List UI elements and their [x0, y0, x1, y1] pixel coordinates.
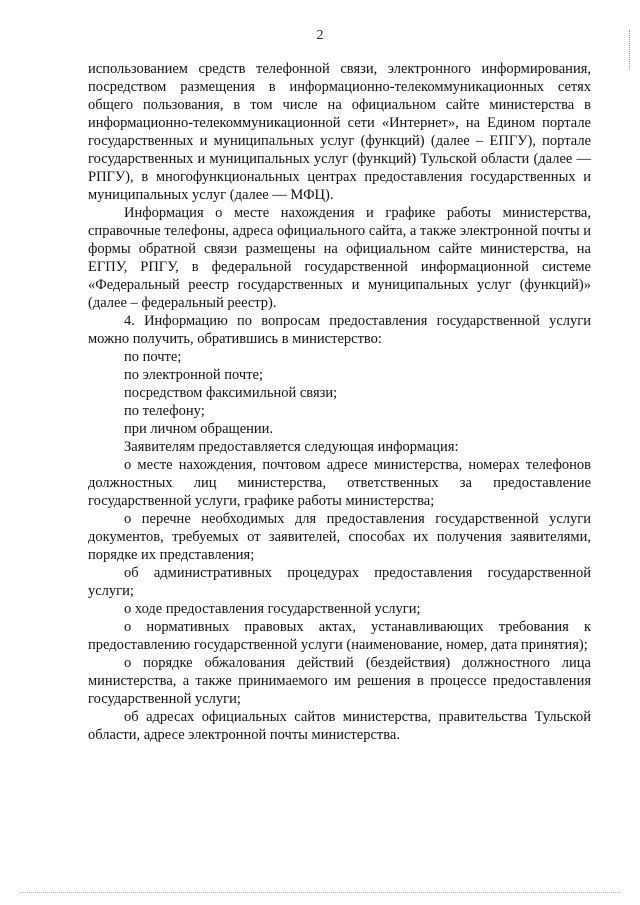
paragraph-continuation: использованием средств телефонной связи, электронного информирования, посредством размещения в информационно-телекоммуникационных сетях общего пользования, в том числе на официальном сайте министерства в информационно-телекоммуникационной сети «Интернет», на Едином портале государственных и муниципальных услуг (функций) (далее – ЕПГУ), портале государственных и муниципальных услуг (функций) Тульской области (далее — РПГУ), в многофункциональных центрах предоставления государственных и муниципальных услуг (далее — МФЦ).	[88, 61, 591, 203]
info-item-procedures: об административных процедурах предоставления государственной услуги;	[88, 565, 591, 599]
list-item-fax: посредством факсимильной связи;	[124, 385, 338, 401]
paragraph-ministry-info: Информация о месте нахождения и графике работы министерства, справочные телефоны, адреса официального сайта, а также электронной почты и формы обратной связи размещены на официальном сайте министерства, на ЕГПУ, РПГУ, в федеральной государственной информационной системе «Федеральный реестр государственных и муниципальных услуг (функций)» (далее – федеральный реестр).	[88, 205, 591, 311]
info-item-websites: об адресах официальных сайтов министерства, правительства Тульской области, адресе электронной почты министерства.	[88, 709, 591, 743]
info-item-regulations: о нормативных правовых актах, устанавливающих требования к предоставлению государственной услуги (наименование, номер, дата принятия);	[88, 619, 591, 653]
list-item-email: по электронной почте;	[124, 367, 264, 383]
info-item-documents: о перечне необходимых для предоставления государственной услуги документов, требуемых от заявителей, способах их получения заявителями, порядке их представления;	[88, 511, 591, 563]
scan-artifact-bottom	[20, 892, 620, 895]
info-item-progress: о ходе предоставления государственной услуги;	[124, 601, 421, 617]
paragraph-applicant-info-heading: Заявителям предоставляется следующая информация:	[124, 439, 459, 455]
list-item-in-person: при личном обращении.	[124, 421, 274, 437]
scan-artifact	[625, 30, 630, 70]
info-item-location: о месте нахождения, почтовом адресе министерства, номерах телефонов должностных лиц министерства, ответственных за предоставление государственной услуги, графике работы министерства;	[88, 457, 591, 509]
page-number: 2	[316, 28, 324, 43]
document-body	[88, 60, 591, 744]
list-item-mail: по почте;	[124, 349, 182, 365]
paragraph-item-4: 4. Информацию по вопросам предоставления государственной услуги можно получить, обратившись в министерство:	[88, 313, 591, 347]
list-item-phone: по телефону;	[124, 403, 205, 419]
info-item-appeal: о порядке обжалования действий (бездействия) должностного лица министерства, а также принимаемого им решения в процессе предоставления государственной услуги;	[88, 655, 591, 707]
